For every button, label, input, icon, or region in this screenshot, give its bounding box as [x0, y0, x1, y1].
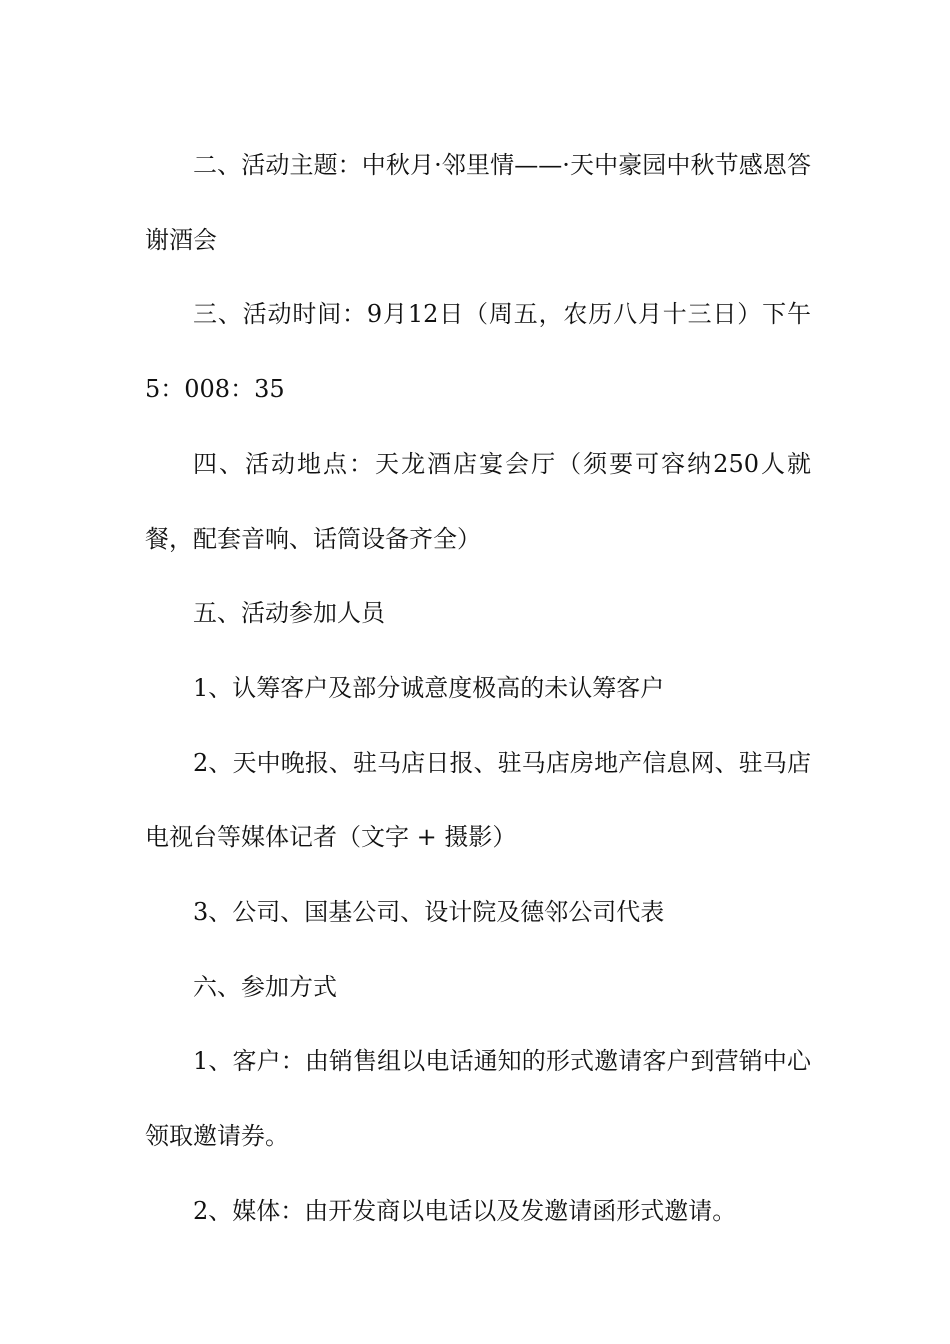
paragraph-activity-theme: 二、活动主题：中秋月·邻里情——·天中豪园中秋节感恩答谢酒会: [145, 151, 811, 254]
document-body: [145, 128, 811, 1249]
participation-item-2: 2、媒体：由开发商以电话以及发邀请函形式邀请。: [193, 1196, 737, 1225]
paragraph-activity-time: 三、活动时间：9月12日（周五，农历八月十三日）下午5：008：35: [145, 300, 811, 404]
participation-item-1: 1、客户：由销售组以电话通知的形式邀请客户到营销中心领取邀请券。: [145, 1047, 811, 1151]
paragraph-activity-location: 四、活动地点：天龙酒店宴会厅（须要可容纳250人就餐，配套音响、话筒设备齐全）: [145, 449, 811, 553]
participant-item-1: 1、认筹客户及部分诚意度极高的未认筹客户: [193, 673, 665, 702]
section-heading-participants: 五、活动参加人员: [193, 599, 385, 628]
participant-item-3: 3、公司、国基公司、设计院及德邻公司代表: [193, 898, 665, 927]
section-heading-participation-method: 六、参加方式: [193, 972, 337, 1001]
participant-item-2: 2、天中晚报、驻马店日报、驻马店房地产信息网、驻马店电视台等媒体记者（文字 + 摄影）: [145, 748, 811, 852]
